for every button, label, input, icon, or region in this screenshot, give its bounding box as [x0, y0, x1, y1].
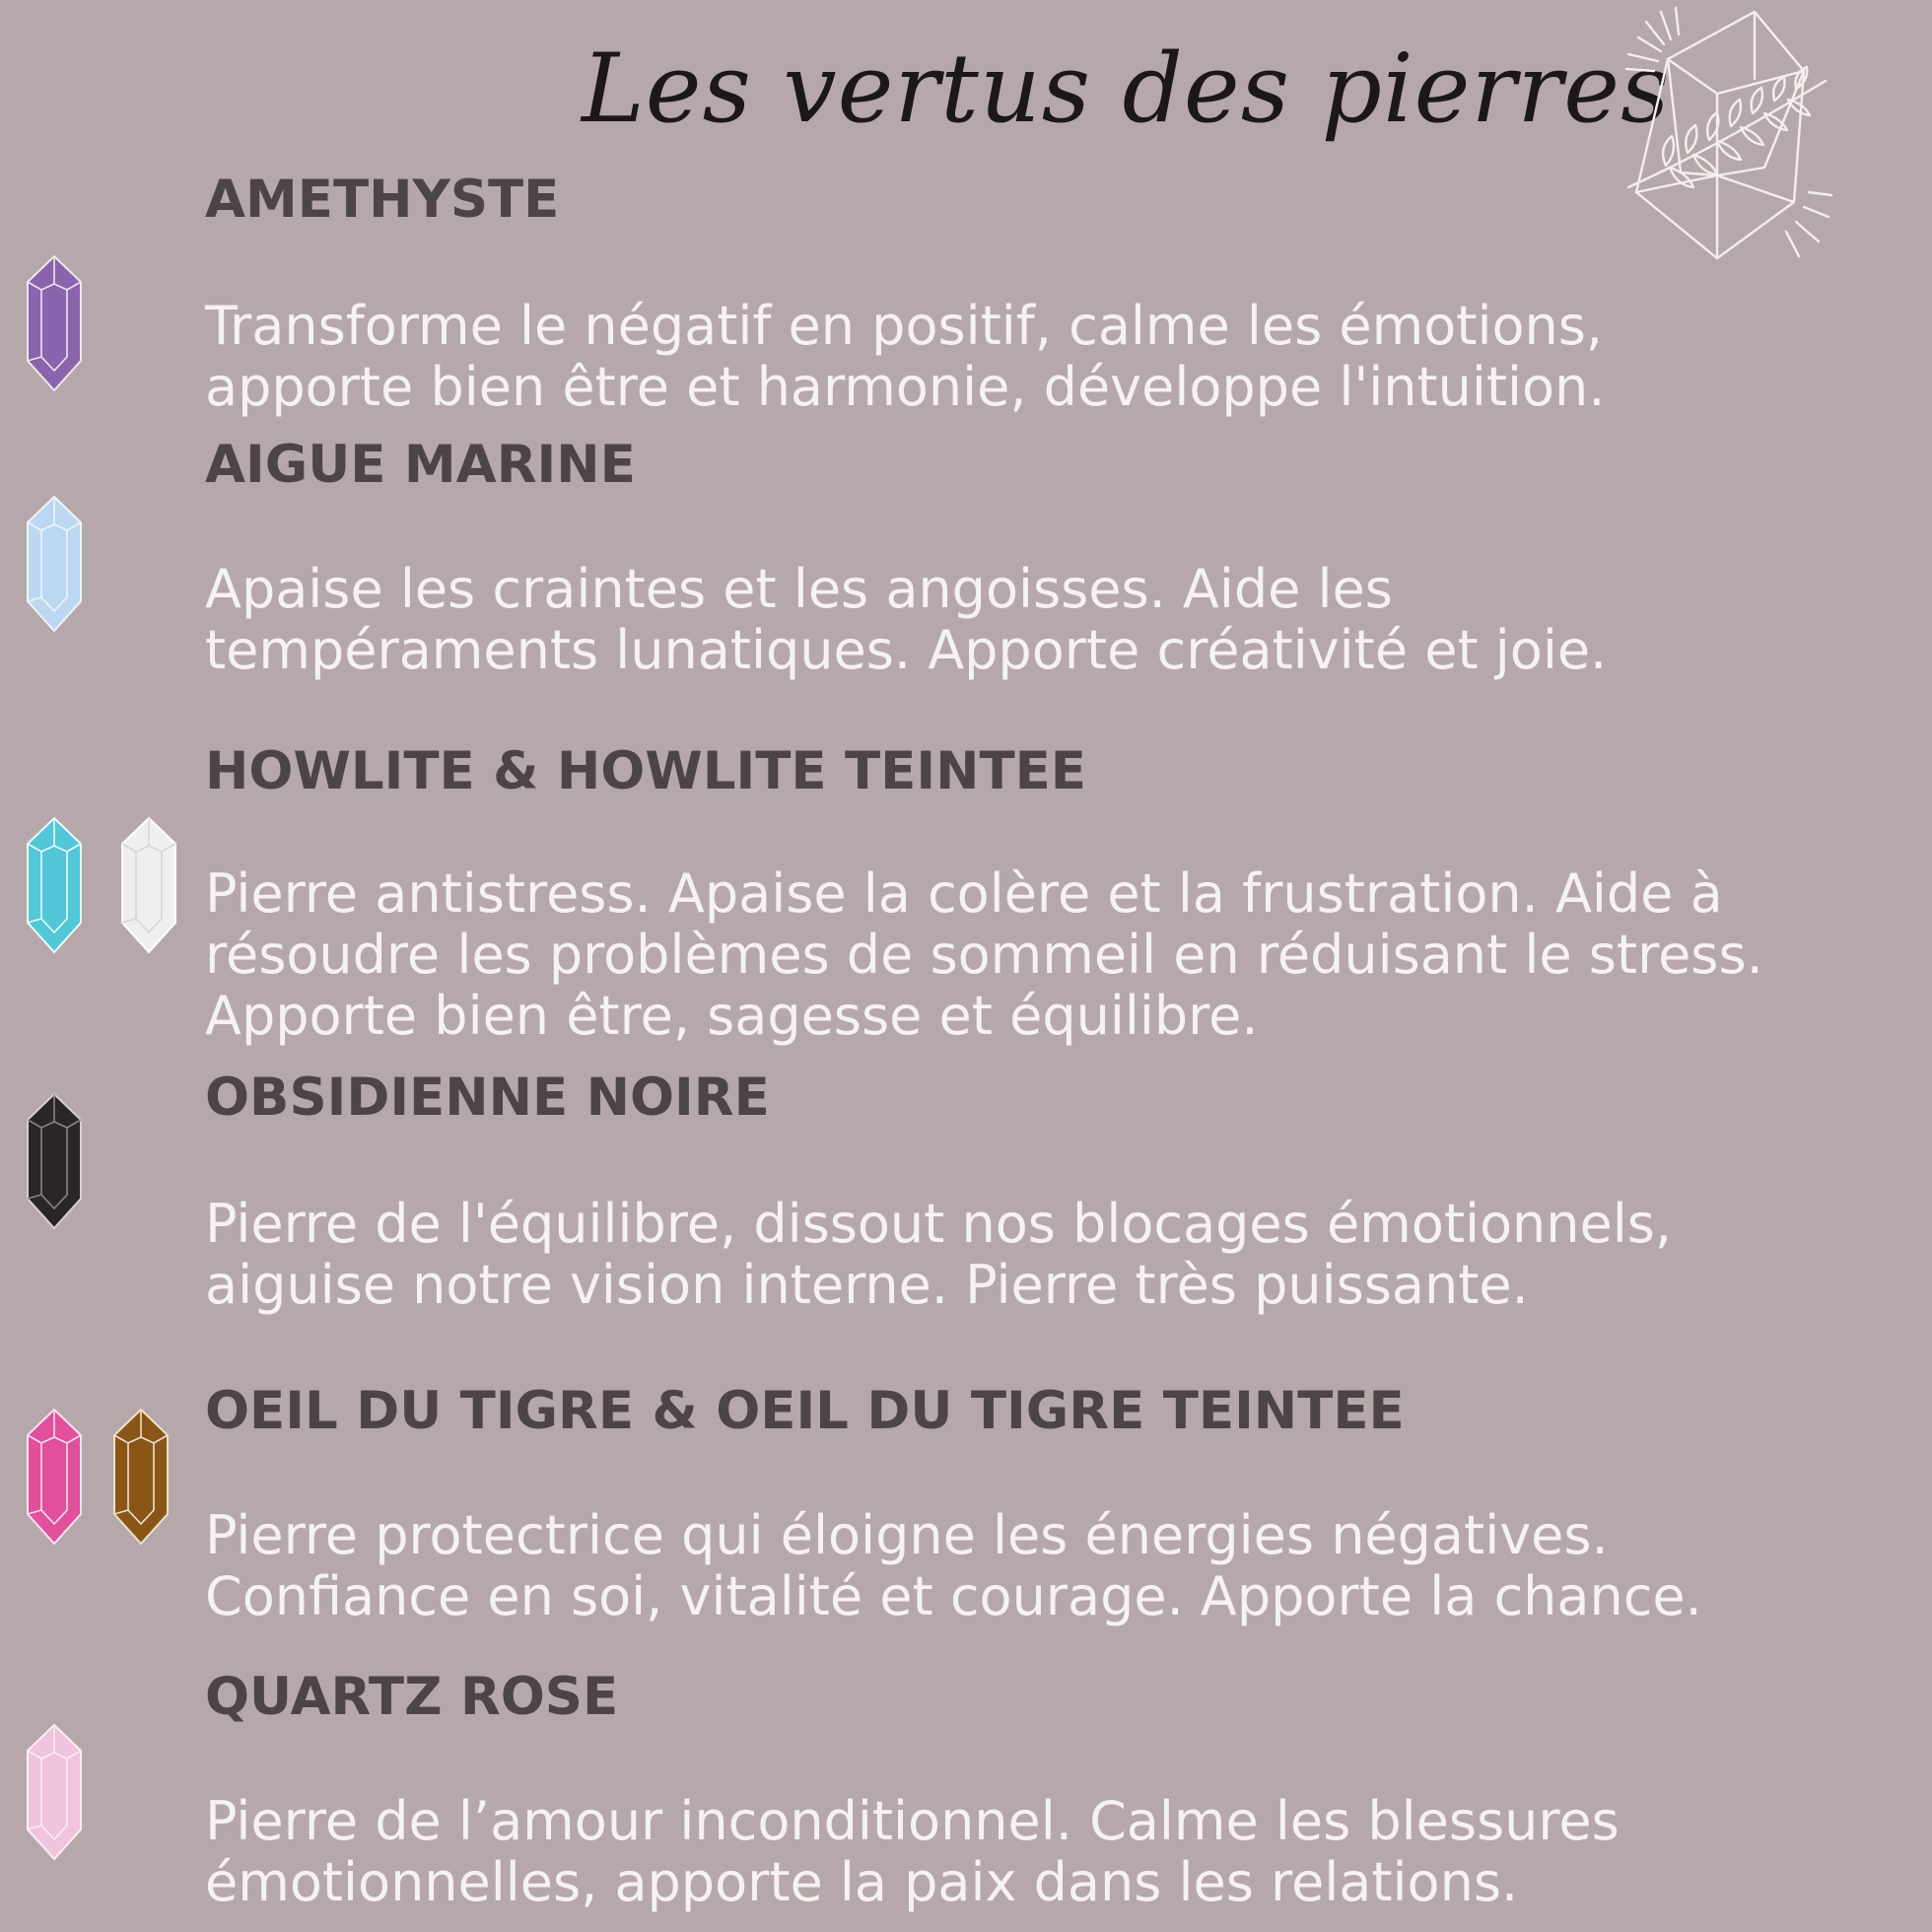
aquamarine-crystal-icon — [22, 495, 87, 633]
stone-description-howlite — [205, 863, 1763, 1047]
crystal-sprig-icon — [1607, 0, 1833, 266]
stone-description-aigue-marine — [205, 559, 1607, 681]
stone-description-obsidienne — [205, 1194, 1672, 1316]
howlite-crystal-icon — [116, 816, 181, 954]
howlite-tinted-crystal-icon — [22, 816, 87, 954]
description-line: Apporte bien être, sagesse et équilibre. — [205, 985, 1259, 1047]
description-line: Pierre antistress. Apaise la colère et la frustration. Aide à — [205, 862, 1723, 925]
amethyst-crystal-icon — [22, 254, 87, 392]
stone-name-aigue-marine: AIGUE MARINE — [205, 435, 636, 495]
stone-name-quartz-rose: QUARTZ ROSE — [205, 1667, 619, 1727]
stone-name-howlite: HOWLITE & HOWLITE TEINTEE — [205, 741, 1087, 801]
page-title: Les vertus des pierres — [582, 34, 1671, 144]
stone-description-oeil-du-tigre — [205, 1505, 1702, 1627]
description-line: émotionnelles, apporte la paix dans les relations. — [205, 1851, 1519, 1913]
stone-name-amethyste: AMETHYSTE — [205, 170, 560, 230]
description-line: Pierre de l’amour inconditionnel. Calme les blessures — [205, 1790, 1620, 1852]
description-line: résoudre les problèmes de sommeil en réduisant le stress. — [205, 924, 1763, 986]
tigers-eye-crystal-icon — [108, 1408, 173, 1546]
obsidian-crystal-icon — [22, 1092, 87, 1230]
description-line: Confiance en soi, vitalité et courage. Apporte la chance. — [205, 1565, 1702, 1627]
stone-name-obsidienne: OBSIDIENNE NOIRE — [205, 1068, 770, 1128]
description-line: tempéraments lunatiques. Apporte créativité et joie. — [205, 619, 1608, 681]
rose-quartz-crystal-icon — [22, 1723, 87, 1861]
tigers-eye-tinted-crystal-icon — [22, 1408, 87, 1546]
stone-description-quartz-rose — [205, 1791, 1620, 1913]
description-line: Pierre protectrice qui éloigne les énergies négatives. — [205, 1504, 1609, 1566]
description-line: apporte bien être et harmonie, développe l'intuition. — [205, 356, 1606, 418]
description-line: aiguise notre vision interne. Pierre très puissante. — [205, 1254, 1529, 1316]
stone-description-amethyste — [205, 296, 1605, 418]
description-line: Transforme le négatif en positif, calme les émotions, — [205, 295, 1604, 357]
description-line: Pierre de l'équilibre, dissout nos blocages émotionnels, — [205, 1193, 1673, 1255]
stone-name-oeil-du-tigre: OEIL DU TIGRE & OEIL DU TIGRE TEINTEE — [205, 1381, 1405, 1441]
description-line: Apaise les craintes et les angoisses. Aide les — [205, 558, 1393, 620]
